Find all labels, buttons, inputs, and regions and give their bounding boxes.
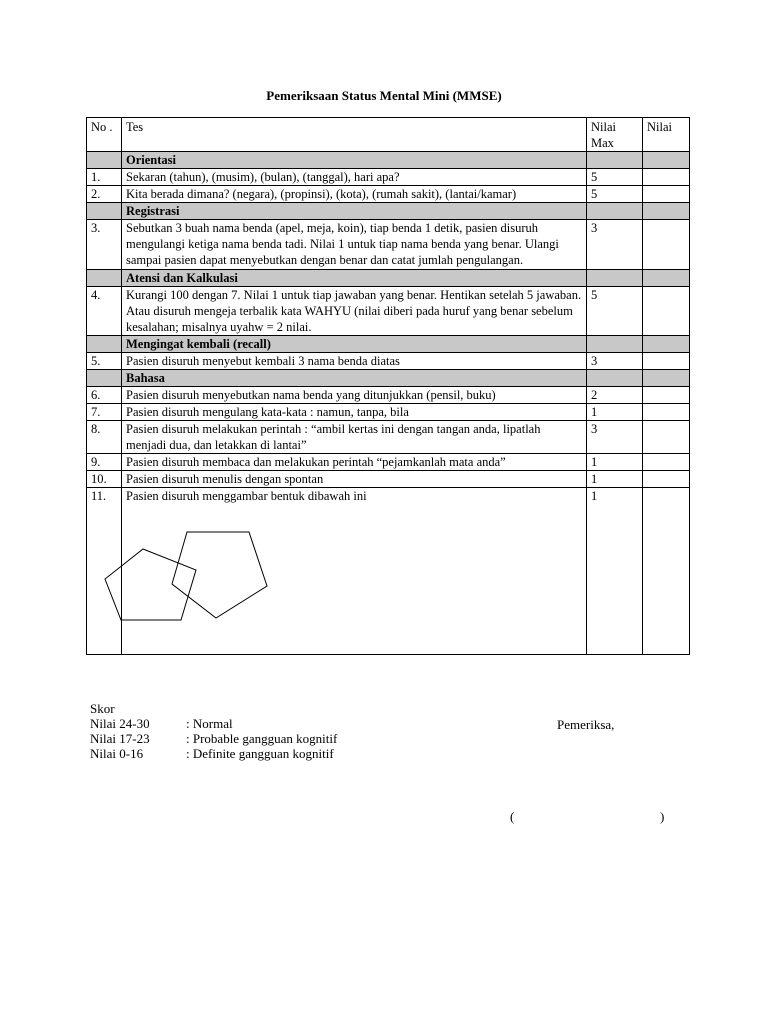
table-row [87,454,690,471]
item-score-field[interactable] [643,287,690,336]
item-test: Sekaran (tahun), (musim), (bulan), (tanggal), hari apa? [122,169,587,186]
item-score-field[interactable] [643,421,690,454]
section-label: Orientasi [122,152,587,169]
section-label: Registrasi [122,203,587,220]
section-row-registrasi [87,203,690,220]
signature-close-paren: ) [660,809,665,824]
item-score-field[interactable] [643,353,690,370]
item-number: 8. [87,421,122,454]
item-test: Kurangi 100 dengan 7. Nilai 1 untuk tiap jawaban yang benar. Hentikan setelah 5 jawaban. Atau disuruh mengeja terbalik kata WAHYU (nilai diberi pada huruf yang benar sebelum kesalahan; misalnya uyahw = 2 nilai. [122,287,587,336]
score-description: : Probable gangguan kognitif [186,731,338,746]
item-max-score: 3 [587,353,643,370]
item-test: Pasien disuruh menyebut kembali 3 nama benda diatas [122,353,587,370]
item-max-score: 1 [587,471,643,488]
section-label: Bahasa [122,370,587,387]
table-row [87,169,690,186]
item-number: 3. [87,220,122,270]
item-test: Kita berada dimana? (negara), (propinsi), (kota), (rumah sakit), (lantai/kamar) [122,186,587,203]
header-no: No . [87,118,122,152]
score-legend [90,701,337,761]
item-number: 6. [87,387,122,404]
item-test: Pasien disuruh membaca dan melakukan perintah “pejamkanlah mata anda” [122,454,587,471]
header-tes: Tes [122,118,587,152]
score-range: Nilai 0-16 [90,746,144,761]
table-row [87,488,690,655]
item-max-score: 1 [587,488,643,655]
mmse-table [86,117,690,655]
header-nilai: Nilai [643,118,690,152]
header-nilai-max: Nilai Max [587,118,643,152]
item-test-with-drawing [122,488,587,655]
item-max-score: 5 [587,169,643,186]
item-number: 4. [87,287,122,336]
item-max-score: 5 [587,287,643,336]
score-legend-row [90,731,337,746]
item-number: 1. [87,169,122,186]
item-score-field[interactable] [643,169,690,186]
item-number: 5. [87,353,122,370]
pentagon-left-shape [105,549,196,620]
item-number: 10. [87,471,122,488]
section-label: Mengingat kembali (recall) [122,336,587,353]
score-description: : Normal [186,716,233,731]
signature-open-paren: ( [510,809,515,824]
item-number: 2. [87,186,122,203]
item-test: Sebutkan 3 buah nama benda (apel, meja, koin), tiap benda 1 detik, pasien disuruh mengulangi ketiga nama benda tadi. Nilai 1 untuk tiap nama benda yang benar. Ulangi sampai pasien dapat menyebutkan dengan benar dan catat jumlah pengulangan. [122,220,587,270]
item-score-field[interactable] [643,387,690,404]
item-max-score: 2 [587,387,643,404]
examiner-label: Pemeriksa, [557,717,615,732]
item-number: 9. [87,454,122,471]
table-row [87,421,690,454]
table-row [87,387,690,404]
table-row [87,404,690,421]
item-max-score: 5 [587,186,643,203]
item-max-score: 1 [587,404,643,421]
item-max-score: 1 [587,454,643,471]
item-test: Pasien disuruh menulis dengan spontan [122,471,587,488]
score-legend-row [90,746,337,761]
item-max-score: 3 [587,220,643,270]
table-row [87,471,690,488]
score-legend-row [90,716,337,731]
section-row-recall [87,336,690,353]
drawing-area [126,504,582,654]
header-row [87,118,690,152]
table-row [87,186,690,203]
item-test: Pasien disuruh mengulang kata-kata : namun, tanpa, bila [122,404,587,421]
score-range: Nilai 17-23 [90,731,150,746]
item-score-field[interactable] [643,488,690,655]
section-row-orientasi [87,152,690,169]
item-test: Pasien disuruh menyebutkan nama benda yang ditunjukkan (pensil, buku) [122,387,587,404]
intersecting-pentagons-figure [96,524,296,674]
item-score-field[interactable] [643,454,690,471]
item-score-field[interactable] [643,186,690,203]
table-row [87,353,690,370]
section-label: Atensi dan Kalkulasi [122,270,587,287]
section-row-bahasa [87,370,690,387]
table-row [87,287,690,336]
item-score-field[interactable] [643,220,690,270]
score-range: Nilai 24-30 [90,716,150,731]
item-number: 7. [87,404,122,421]
item-test: Pasien disuruh menggambar bentuk dibawah ini [126,489,367,503]
score-legend-title: Skor [90,701,115,716]
item-test: Pasien disuruh melakukan perintah : “ambil kertas ini dengan tangan anda, lipatlah menjadi dua, dan letakkan di lantai” [122,421,587,454]
table-row [87,220,690,270]
section-row-atensi [87,270,690,287]
item-score-field[interactable] [643,471,690,488]
item-number: 11. [87,488,122,655]
page-title: Pemeriksaan Status Mental Mini (MMSE) [266,88,502,103]
pentagon-right-shape [172,532,267,618]
item-score-field[interactable] [643,404,690,421]
score-description: : Definite gangguan kognitif [186,746,334,761]
item-max-score: 3 [587,421,643,454]
